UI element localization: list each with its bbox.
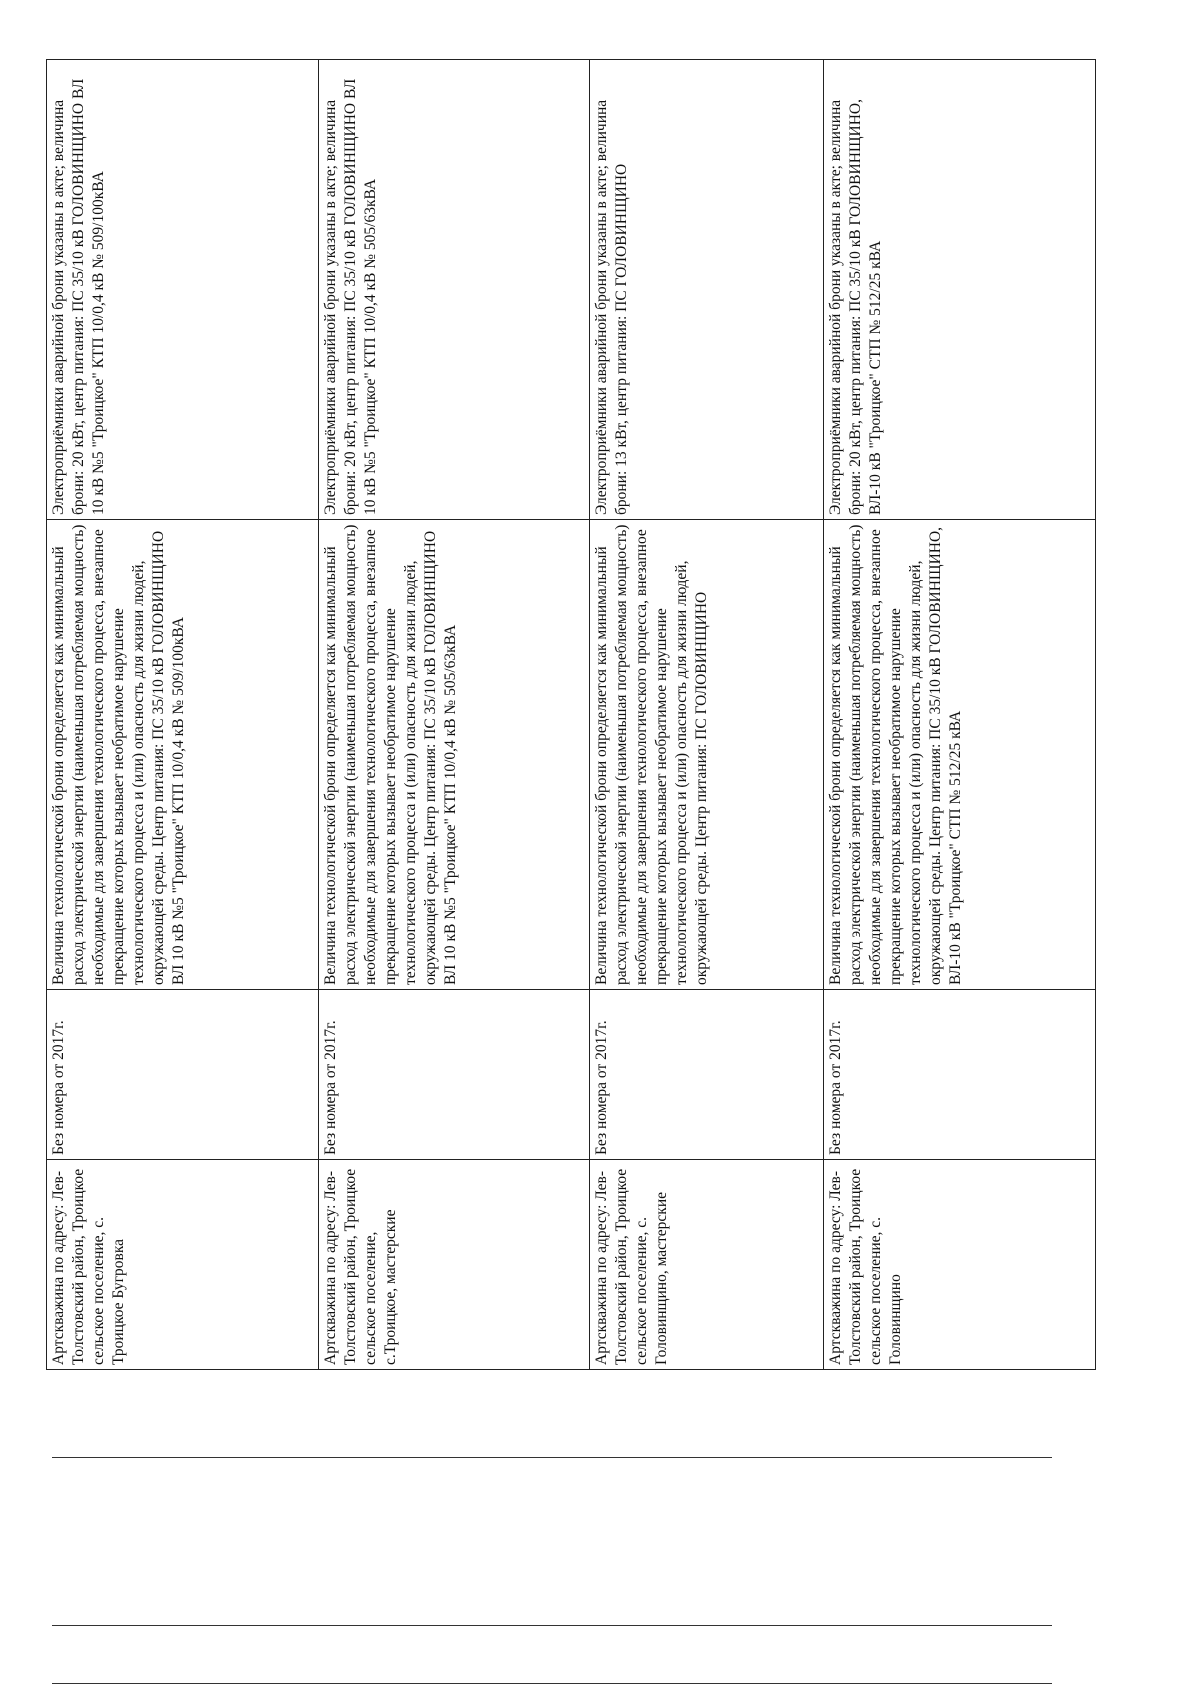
emergency-reserve-cell: Электроприёмники аварийной брони указаны в акте; величина брони: 20 кВт, центр питания: ПС 35/10 кВ ГОЛОВИНЩИНО ВЛ 10 кВ №5 "Троицкое" КТП 10/0,4 кВ № 505/63кВА (318, 60, 590, 520)
divider-line (52, 1625, 1052, 1626)
table-row (318, 60, 590, 1370)
divider-line (52, 1683, 1052, 1684)
emergency-reserve-cell: Электроприёмники аварийной брони указаны в акте; величина брони: 20 кВт, центр питания: ПС 35/10 кВ ГОЛОВИНЩИНО ВЛ 10 кВ №5 "Троицкое" КТП 10/0,4 кВ № 509/100кВА (47, 60, 319, 520)
emergency-reserve-cell: Электроприёмники аварийной брони указаны в акте; величина брони: 20 кВт, центр питания: ПС 35/10 кВ ГОЛОВИНЩИНО, ВЛ-10 кВ "Троицкое" СТП № 512/25 кВА (824, 60, 1096, 520)
reserve-table (46, 59, 1096, 1370)
table-row (590, 60, 824, 1370)
location-cell: Артскважина по адресу: Лев-Толстовский район, Троицкое сельское поселение, с. Троицкое Бугровка (47, 1160, 319, 1370)
location-cell: Артскважина по адресу: Лев-Толстовский район, Троицкое сельское поселение, с. Головинщино (824, 1160, 1096, 1370)
tech-reserve-cell: Величина технологической брони определяется как минимальный расход электрической энергии (наименьшая потребляемая мощность) необходимые для завершения технологического процесса, внезапное прекращение которых вызывает необратимое нарушение технологического процесса и (или) опасность для жизни людей, окружающей среды. Центр питания: ПС 35/10 кВ ГОЛОВИНЩИНО ВЛ 10 кВ №5 "Троицкое" КТП 10/0,4 кВ № 505/63кВА (318, 520, 590, 990)
tech-reserve-cell: Величина технологической брони определяется как минимальный расход электрической энергии (наименьшая потребляемая мощность) необходимые для завершения технологического процесса, внезапное прекращение которых вызывает необратимое нарушение технологического процесса и (или) опасность для жизни людей, окружающей среды. Центр питания: ПС ГОЛОВИНЩИНО (590, 520, 824, 990)
table-row (824, 60, 1096, 1370)
act-cell: Без номера от 2017г. (590, 990, 824, 1160)
table-row (47, 60, 319, 1370)
location-cell: Артскважина по адресу: Лев-Толстовский район, Троицкое сельское поселение, с.Троицкое, мастерские (318, 1160, 590, 1370)
act-cell: Без номера от 2017г. (824, 990, 1096, 1160)
act-cell: Без номера от 2017г. (47, 990, 319, 1160)
divider-line (52, 1457, 1052, 1458)
act-cell: Без номера от 2017г. (318, 990, 590, 1160)
location-cell: Артскважина по адресу: Лев-Толстовский район, Троицкое сельское поселение, с. Головинщино, мастерские (590, 1160, 824, 1370)
rotated-table-container (46, 60, 1096, 1370)
tech-reserve-cell: Величина технологической брони определяется как минимальный расход электрической энергии (наименьшая потребляемая мощность) необходимые для завершения технологического процесса, внезапное прекращение которых вызывает необратимое нарушение технологического процесса и (или) опасность для жизни людей, окружающей среды. Центр питания: ПС 35/10 кВ ГОЛОВИНЩИНО ВЛ 10 кВ №5 "Троицкое" КТП 10/0,4 кВ № 509/100кВА (47, 520, 319, 990)
emergency-reserve-cell: Электроприёмники аварийной брони указаны в акте; величина брони: 13 кВт, центр питания: ПС ГОЛОВИНЩИНО (590, 60, 824, 520)
tech-reserve-cell: Величина технологической брони определяется как минимальный расход электрической энергии (наименьшая потребляемая мощность) необходимые для завершения технологического процесса, внезапное прекращение которых вызывает необратимое нарушение технологического процесса и (или) опасность для жизни людей, окружающей среды. Центр питания: ПС 35/10 кВ ГОЛОВИНЩИНО, ВЛ-10 кВ "Троицкое" СТП № 512/25 кВА (824, 520, 1096, 990)
